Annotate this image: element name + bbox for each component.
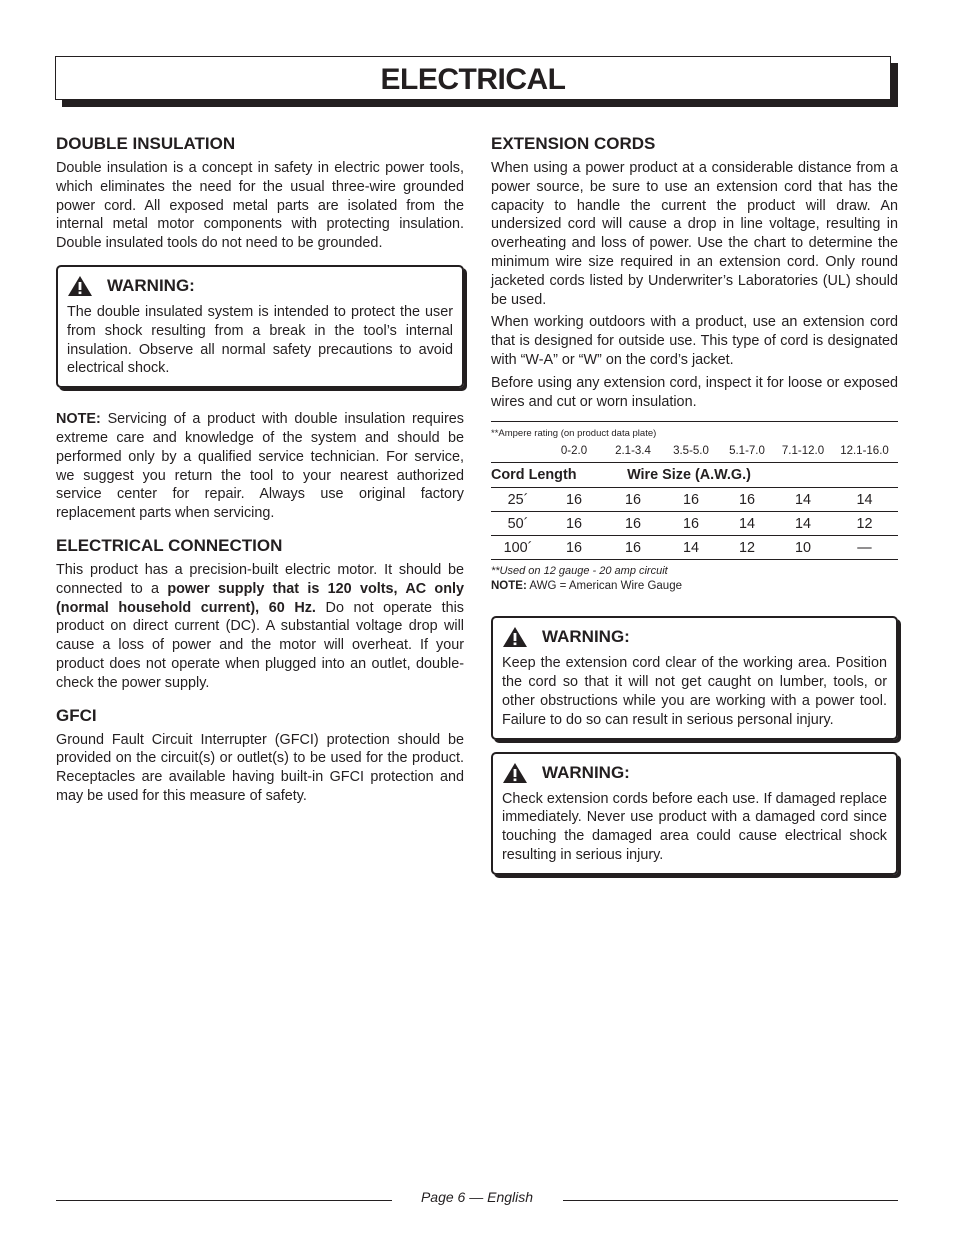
warning-body: Check extension cords before each use. If damaged replace immediately. Never use product with a damaged cord since touching the damaged area could cause electrical shock resulting in serious injury. — [502, 790, 887, 863]
ampere-range: 12.1-16.0 — [831, 440, 898, 463]
table-cell — [491, 440, 545, 463]
wire-size-cell: 10 — [775, 536, 831, 560]
warning-triangle-icon — [67, 275, 93, 297]
extension-cords-p1: When using a power product at a considerable distance from a power source, be sure to use an extension cord that has the capacity to handle the current the product will draw. An undersized cord will cause a drop in line voltage, resulting in overheating and loss of power. Use the chart to determine the minimum wire size required in an extension cord. Only round jacketed cords listed by Underwriter’s Laboratories (UL) should be used. — [491, 160, 898, 308]
cord-length-header: Cord Length — [491, 463, 603, 488]
left-column — [56, 133, 464, 806]
page-footer: Page 6 — English — [420, 1189, 534, 1205]
ampere-range: 7.1-12.0 — [775, 440, 831, 463]
wire-size-cell: 12 — [719, 536, 775, 560]
wire-size-cell: 14 — [831, 488, 898, 512]
warning-header — [502, 626, 887, 648]
extension-cords-p3: Before using any extension cord, inspect it for loose or exposed wires and cut or worn insulation. — [491, 374, 898, 410]
wire-size-cell: 16 — [603, 512, 663, 536]
electrical-connection-heading: ELECTRICAL CONNECTION — [56, 535, 283, 555]
wire-size-cell: 16 — [545, 512, 603, 536]
wire-size-cell: 14 — [775, 488, 831, 512]
extension-cords-heading: EXTENSION CORDS — [491, 134, 656, 153]
wire-size-cell: — — [831, 536, 898, 560]
ampere-range: 2.1-3.4 — [603, 440, 663, 463]
electrical-connection-text-cont: Do not operate this product on direct current (DC). A substantial voltage drop will cause a loss of power and the motor will overheat. If your product does not operate when plugged into an outlet, double-check the power supply. — [56, 599, 464, 691]
wire-size-cell: 14 — [719, 512, 775, 536]
warning-triangle-icon — [502, 762, 528, 784]
page-title-box — [55, 56, 891, 100]
warning-label: WARNING: — [542, 762, 630, 782]
cord-length-cell: 25´ — [491, 488, 545, 512]
note-body: Servicing of a product with double insulation requires extreme care and knowledge of the system and should be performed only by a qualified service technician. For service, we suggest you return the tool to your nearest authorized service center for repair. Always use original factory replacement parts when servicing. — [56, 411, 464, 522]
warning-body: Keep the extension cord clear of the working area. Position the cord so that it will not get caught on lumber, tools, or other obstructions while you are working with a power tool. Failure to do so can result in serious personal injury. — [502, 655, 887, 728]
warning-label: WARNING: — [542, 627, 630, 647]
table-row — [491, 512, 898, 536]
warning-header — [502, 762, 887, 784]
gfci-heading: GFCI — [56, 705, 97, 725]
double-insulation-body: Double insulation is a concept in safety in electric power tools, which eliminates the need for the usual three-wire grounded power cord. All exposed metal parts are isolated from the internal metal motor components with protecting insulation. Double insulated tools do not need to be grounded. — [56, 160, 464, 252]
wire-size-cell: 14 — [775, 512, 831, 536]
power-supply-spec: power supply that is 120 volts, AC only (normal household current), 60 Hz. — [56, 580, 464, 616]
wire-size-cell: 16 — [603, 536, 663, 560]
awg-note — [491, 579, 898, 594]
table-cell — [775, 463, 898, 488]
warning-box-extension-cord-clear — [491, 616, 898, 739]
wire-size-cell: 16 — [603, 488, 663, 512]
gauge-footnote: **Used on 12 gauge - 20 amp circuit — [491, 565, 668, 578]
cord-length-cell: 100´ — [491, 536, 545, 560]
ampere-range: 0-2.0 — [545, 440, 603, 463]
table-header-row — [491, 463, 898, 488]
cord-length-cell: 50´ — [491, 512, 545, 536]
wire-size-cell: 16 — [663, 512, 719, 536]
wire-size-chart — [491, 421, 898, 594]
warning-header — [67, 275, 453, 297]
wire-size-cell: 14 — [663, 536, 719, 560]
electrical-connection-text: This product has a precision-built electric motor. It should be connected to a — [56, 561, 464, 597]
extension-cords-p2: When working outdoors with a product, use an extension cord that is designed for outside use. This type of cord is designated with “W-A” or “W” on the cord’s jacket. — [491, 314, 898, 368]
warning-body: The double insulated system is intended to protect the user from shock resulting from a break in the tool’s internal insulation. Observe all normal safety precautions to avoid electrical shock. — [67, 303, 453, 377]
page-title: ELECTRICAL — [380, 63, 566, 96]
ampere-range: 5.1-7.0 — [719, 440, 775, 463]
footer-rule-right — [563, 1200, 898, 1201]
wire-size-cell: 16 — [545, 536, 603, 560]
wire-size-cell: 16 — [545, 488, 603, 512]
ampere-rating-note: **Ampere rating (on product data plate) — [491, 428, 657, 440]
wire-size-cell: 16 — [719, 488, 775, 512]
gfci-body: Ground Fault Circuit Interrupter (GFCI) protection should be provided on the circuit(s) or outlet(s) to be used for the product. Receptacles are available having built-in GFCI protection and may be used for this measure of safety. — [56, 731, 464, 804]
servicing-note — [56, 410, 464, 523]
wire-size-cell: 16 — [663, 488, 719, 512]
wire-size-header: Wire Size (A.W.G.) — [603, 463, 775, 488]
wire-size-cell: 12 — [831, 512, 898, 536]
awg-note-label: NOTE: — [491, 580, 527, 593]
right-column — [491, 133, 898, 875]
warning-triangle-icon — [502, 626, 528, 648]
wire-size-table — [491, 440, 898, 560]
awg-note-body: AWG = American Wire Gauge — [526, 580, 682, 593]
table-row — [491, 536, 898, 560]
table-row — [491, 488, 898, 512]
double-insulation-heading: DOUBLE INSULATION — [56, 134, 236, 153]
warning-box-double-insulation — [56, 265, 464, 388]
note-label: NOTE: — [56, 411, 101, 428]
warning-label: WARNING: — [107, 275, 195, 295]
warning-box-check-cords — [491, 752, 898, 875]
ampere-range: 3.5-5.0 — [663, 440, 719, 463]
electrical-connection-body — [56, 561, 464, 693]
ampere-range-row — [491, 440, 898, 463]
